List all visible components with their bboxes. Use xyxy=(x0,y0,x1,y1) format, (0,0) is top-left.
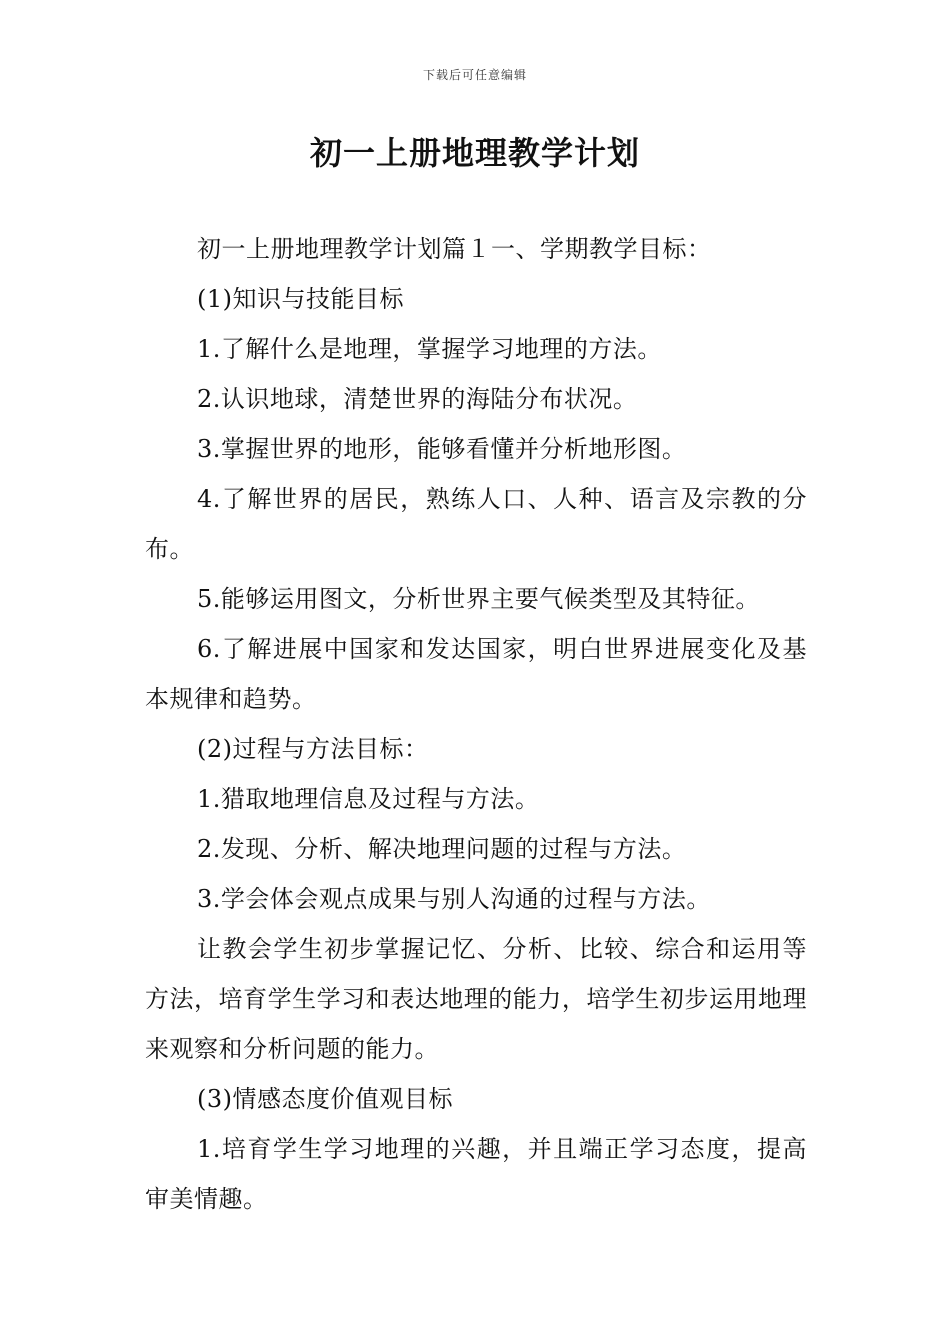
section-heading-knowledge: (1)知识与技能目标 xyxy=(197,285,404,313)
section-heading-attitude: (3)情感态度价值观目标 xyxy=(197,1085,453,1113)
paragraph-summary: 让教会学生初步掌握记忆、分析、比较、综合和运用等方法，培育学生学习和表达地理的能力，培学生初步运用地理来观察和分析问题的能力。 xyxy=(145,935,807,1063)
list-item: 1.培育学生学习地理的兴趣，并且端正学习态度，提高审美情趣。 xyxy=(145,1135,807,1213)
list-item: 1.了解什么是地理，掌握学习地理的方法。 xyxy=(197,335,662,363)
list-item: 2.发现、分析、解决地理问题的过程与方法。 xyxy=(197,835,687,863)
list-item: 2.认识地球，清楚世界的海陆分布状况。 xyxy=(197,385,638,413)
document-title: 初一上册地理教学计划 xyxy=(309,134,640,172)
paragraph-intro: 初一上册地理教学计划篇１一、学期教学目标： xyxy=(197,235,712,263)
document-body xyxy=(145,224,807,1224)
list-item: 4.了解世界的居民，熟练人口、人种、语言及宗教的分布。 xyxy=(145,485,807,563)
header-note: 下载后可任意编辑 xyxy=(422,68,527,82)
list-item: 3.学会体会观点成果与别人沟通的过程与方法。 xyxy=(197,885,711,913)
list-item: 1.猎取地理信息及过程与方法。 xyxy=(197,785,540,813)
section-heading-process: (2)过程与方法目标： xyxy=(197,735,429,763)
list-item: 5.能够运用图文，分析世界主要气候类型及其特征。 xyxy=(197,585,760,613)
list-item: 6.了解进展中国家和发达国家，明白世界进展变化及基本规律和趋势。 xyxy=(145,635,807,713)
list-item: 3.掌握世界的地形，能够看懂并分析地形图。 xyxy=(197,435,687,463)
